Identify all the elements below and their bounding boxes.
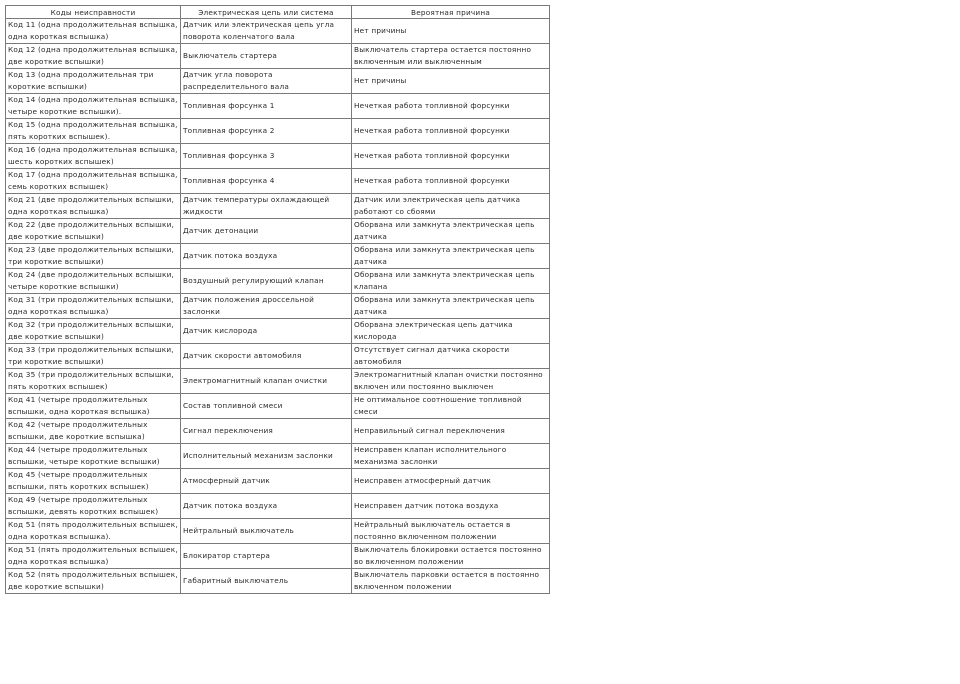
table-row <box>6 469 550 494</box>
probable-cause-cell: Нет причины <box>352 19 550 44</box>
circuit-system-cell: Габаритный выключатель <box>181 569 352 594</box>
probable-cause-cell: Неисправен клапан исполнительного механизма заслонки <box>352 444 550 469</box>
probable-cause-cell: Нейтральный выключатель остается в постоянно включенном положении <box>352 519 550 544</box>
fault-code-cell: Код 24 (две продолжительных вспышки, четыре короткие вспышки) <box>6 269 181 294</box>
circuit-system-cell: Сигнал переключения <box>181 419 352 444</box>
probable-cause-cell: Неисправен атмосферный датчик <box>352 469 550 494</box>
probable-cause-cell: Нет причины <box>352 69 550 94</box>
probable-cause-cell: Нечеткая работа топливной форсунки <box>352 119 550 144</box>
fault-codes-table <box>5 5 550 594</box>
probable-cause-cell: Оборвана или замкнута электрическая цепь клапана <box>352 269 550 294</box>
fault-code-cell: Код 15 (одна продолжительная вспышка, пять коротких вспышек). <box>6 119 181 144</box>
table-row <box>6 169 550 194</box>
probable-cause-cell: Отсутствует сигнал датчика скорости автомобиля <box>352 344 550 369</box>
table-row <box>6 394 550 419</box>
table-row <box>6 294 550 319</box>
probable-cause-cell: Оборвана или замкнута электрическая цепь датчика <box>352 219 550 244</box>
probable-cause-cell: Нечеткая работа топливной форсунки <box>352 169 550 194</box>
fault-code-cell: Код 13 (одна продолжительная три короткие вспышки) <box>6 69 181 94</box>
circuit-system-cell: Датчик кислорода <box>181 319 352 344</box>
fault-code-cell: Код 16 (одна продолжительная вспышка, шесть коротких вспышек) <box>6 144 181 169</box>
table-row <box>6 19 550 44</box>
fault-code-cell: Код 14 (одна продолжительная вспышка, четыре короткие вспышки). <box>6 94 181 119</box>
circuit-system-cell: Датчик потока воздуха <box>181 244 352 269</box>
circuit-system-cell: Датчик угла поворота распределительного вала <box>181 69 352 94</box>
circuit-system-cell: Атмосферный датчик <box>181 469 352 494</box>
fault-code-cell: Код 31 (три продолжительных вспышки, одна короткая вспышка) <box>6 294 181 319</box>
fault-code-cell: Код 52 (пять продолжительных вспышек, две короткие вспышки) <box>6 569 181 594</box>
circuit-system-cell: Выключатель стартера <box>181 44 352 69</box>
table-row <box>6 419 550 444</box>
fault-code-cell: Код 42 (четыре продолжительных вспышки, две короткие вспышка) <box>6 419 181 444</box>
table-row <box>6 444 550 469</box>
fault-code-cell: Код 32 (три продолжительных вспышки, две короткие вспышки) <box>6 319 181 344</box>
table-row <box>6 144 550 169</box>
circuit-system-cell: Датчик скорости автомобиля <box>181 344 352 369</box>
probable-cause-cell: Неправильный сигнал переключения <box>352 419 550 444</box>
circuit-system-cell: Блокиратор стартера <box>181 544 352 569</box>
circuit-system-cell: Датчик или электрическая цепь угла поворота коленчатого вала <box>181 19 352 44</box>
fault-code-cell: Код 49 (четыре продолжительных вспышки, девять коротких вспышек) <box>6 494 181 519</box>
circuit-system-cell: Топливная форсунка 1 <box>181 94 352 119</box>
table-row <box>6 544 550 569</box>
probable-cause-cell: Электромагнитный клапан очистки постоянно включен или постоянно выключен <box>352 369 550 394</box>
header-circuit-system: Электрическая цепь или система <box>181 6 352 19</box>
probable-cause-cell: Нечеткая работа топливной форсунки <box>352 144 550 169</box>
circuit-system-cell: Датчик детонации <box>181 219 352 244</box>
probable-cause-cell: Выключатель парковки остается в постоянно включенном положении <box>352 569 550 594</box>
circuit-system-cell: Состав топливной смеси <box>181 394 352 419</box>
table-row <box>6 269 550 294</box>
circuit-system-cell: Топливная форсунка 4 <box>181 169 352 194</box>
circuit-system-cell: Воздушный регулирующий клапан <box>181 269 352 294</box>
table-row <box>6 44 550 69</box>
table-row <box>6 569 550 594</box>
table-row <box>6 319 550 344</box>
fault-code-cell: Код 12 (одна продолжительная вспышка, две короткие вспышки) <box>6 44 181 69</box>
table-row <box>6 369 550 394</box>
circuit-system-cell: Исполнительный механизм заслонки <box>181 444 352 469</box>
fault-code-cell: Код 41 (четыре продолжительных вспышки, одна короткая вспышка) <box>6 394 181 419</box>
fault-code-cell: Код 17 (одна продолжительная вспышка, семь коротких вспышек) <box>6 169 181 194</box>
fault-code-cell: Код 22 (две продолжительных вспышки, две короткие вспышки) <box>6 219 181 244</box>
table-row <box>6 519 550 544</box>
fault-code-cell: Код 51 (пять продолжительных вспышек, одна короткая вспышка) <box>6 544 181 569</box>
header-fault-codes: Коды неисправности <box>6 6 181 19</box>
circuit-system-cell: Датчик температуры охлаждающей жидкости <box>181 194 352 219</box>
probable-cause-cell: Выключатель блокировки остается постоянно во включенном положении <box>352 544 550 569</box>
table-row <box>6 244 550 269</box>
header-probable-cause: Вероятная причина <box>352 6 550 19</box>
probable-cause-cell: Выключатель стартера остается постоянно включенным или выключенным <box>352 44 550 69</box>
table-row <box>6 344 550 369</box>
circuit-system-cell: Датчик потока воздуха <box>181 494 352 519</box>
probable-cause-cell: Датчик или электрическая цепь датчика работают со сбоями <box>352 194 550 219</box>
probable-cause-cell: Оборвана или замкнута электрическая цепь датчика <box>352 244 550 269</box>
table-row <box>6 494 550 519</box>
fault-code-cell: Код 44 (четыре продолжительных вспышки, четыре короткие вспышки) <box>6 444 181 469</box>
circuit-system-cell: Датчик положения дроссельной заслонки <box>181 294 352 319</box>
probable-cause-cell: Нечеткая работа топливной форсунки <box>352 94 550 119</box>
table-row <box>6 69 550 94</box>
table-row <box>6 219 550 244</box>
fault-code-cell: Код 33 (три продолжительных вспышки, три короткие вспышки) <box>6 344 181 369</box>
table-row <box>6 119 550 144</box>
circuit-system-cell: Топливная форсунка 2 <box>181 119 352 144</box>
fault-code-cell: Код 11 (одна продолжительная вспышка, одна короткая вспышка) <box>6 19 181 44</box>
probable-cause-cell: Неисправен датчик потока воздуха <box>352 494 550 519</box>
probable-cause-cell: Оборвана или замкнута электрическая цепь датчика <box>352 294 550 319</box>
fault-code-cell: Код 23 (две продолжительных вспышки, три короткие вспышки) <box>6 244 181 269</box>
fault-code-cell: Код 51 (пять продолжительных вспышек, одна короткая вспышка). <box>6 519 181 544</box>
fault-code-cell: Код 45 (четыре продолжительных вспышки, пять коротких вспышек) <box>6 469 181 494</box>
probable-cause-cell: Не оптимальное соотношение топливной смеси <box>352 394 550 419</box>
circuit-system-cell: Топливная форсунка 3 <box>181 144 352 169</box>
probable-cause-cell: Оборвана электрическая цепь датчика кислорода <box>352 319 550 344</box>
table-row <box>6 194 550 219</box>
header-row <box>6 6 550 19</box>
fault-code-cell: Код 35 (три продолжительных вспышки, пять коротких вспышек) <box>6 369 181 394</box>
fault-code-cell: Код 21 (две продолжительных вспышки, одна короткая вспышка) <box>6 194 181 219</box>
table-row <box>6 94 550 119</box>
circuit-system-cell: Электромагнитный клапан очистки <box>181 369 352 394</box>
table-body <box>6 19 550 594</box>
circuit-system-cell: Нейтральный выключатель <box>181 519 352 544</box>
